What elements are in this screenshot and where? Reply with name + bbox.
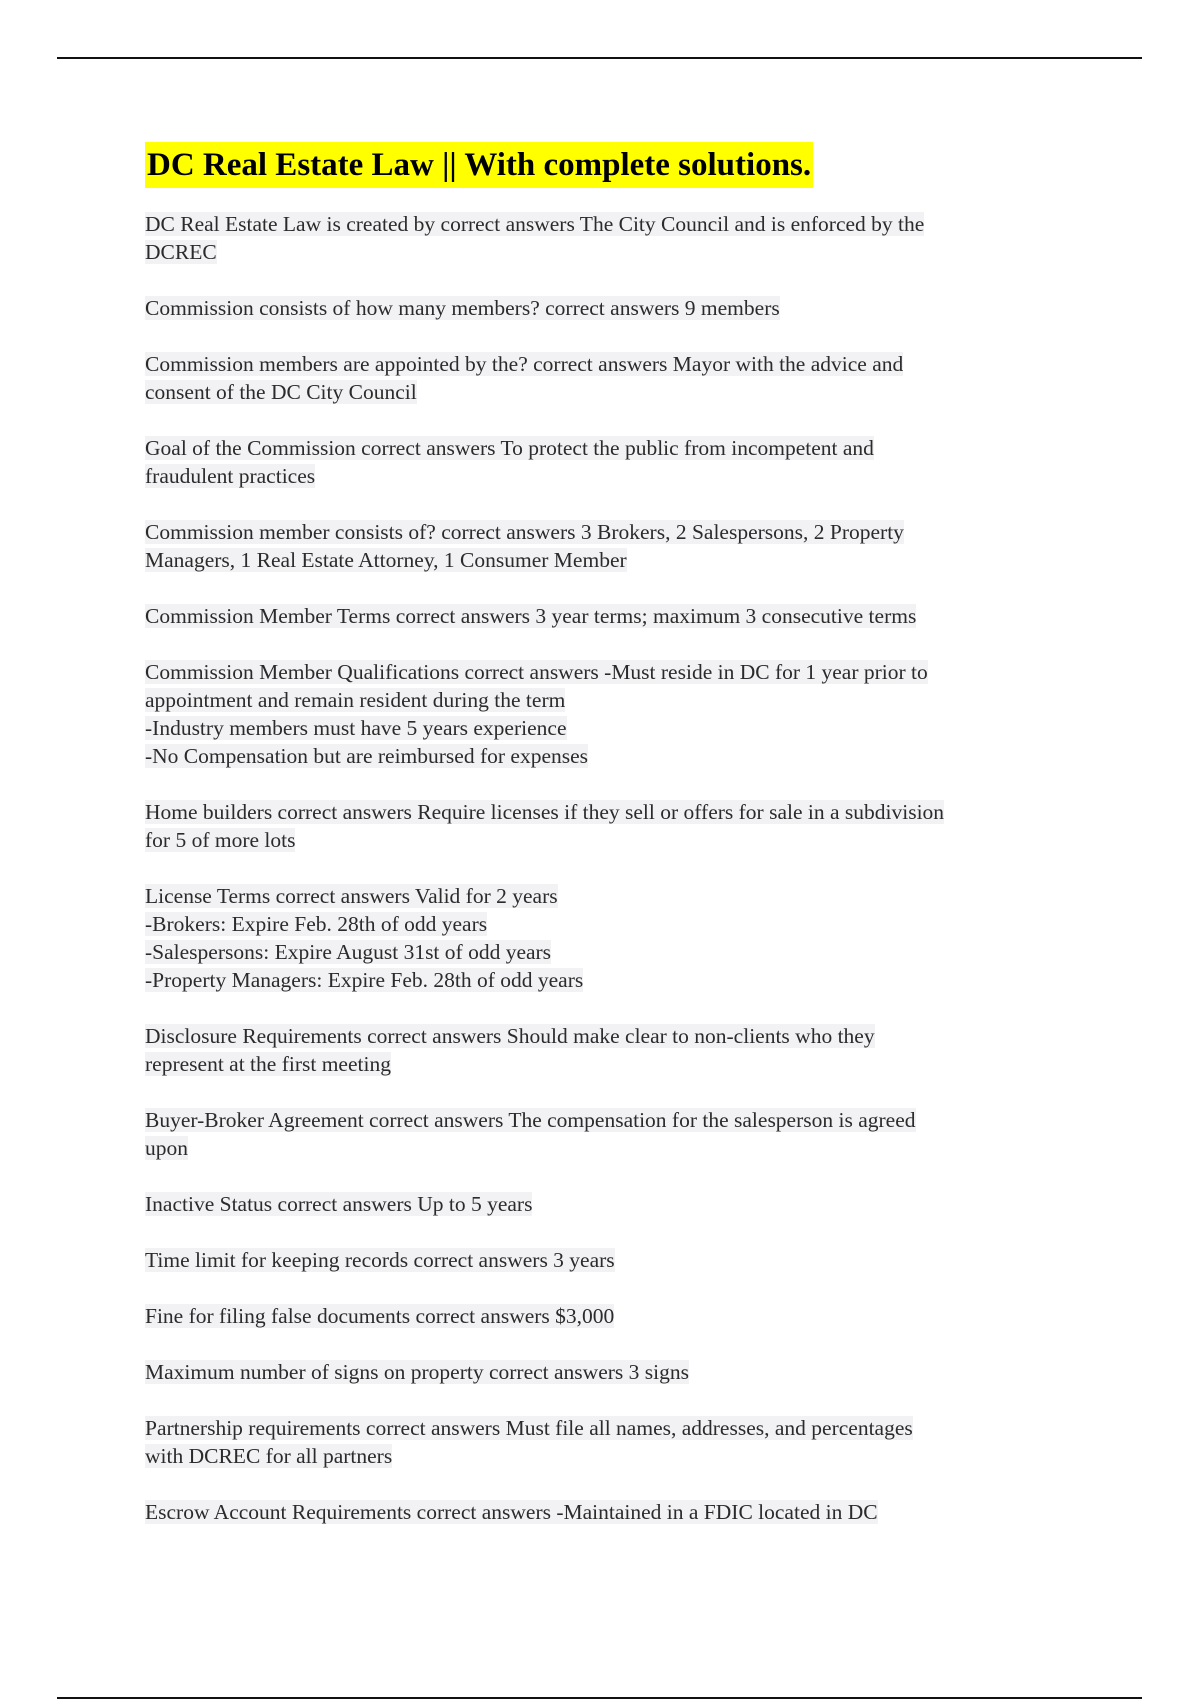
qa-line-text: License Terms correct answers Valid for 2 years (145, 884, 558, 908)
qa-line (145, 938, 1065, 966)
qa-line (145, 742, 1065, 770)
qa-line (145, 686, 1065, 714)
document-title: DC Real Estate Law || With complete solutions. (145, 142, 813, 188)
qa-line-text: Goal of the Commission correct answers To protect the public from incompetent and (145, 436, 874, 460)
qa-entry (145, 658, 1065, 770)
qa-line-text: upon (145, 1136, 188, 1160)
qa-line (145, 462, 1065, 490)
qa-line-text: DC Real Estate Law is created by correct answers The City Council and is enforced by the (145, 212, 925, 236)
qa-entry (145, 1358, 1065, 1386)
qa-line (145, 714, 1065, 742)
qa-line (145, 1442, 1065, 1470)
qa-entry (145, 882, 1065, 994)
qa-entry (145, 1414, 1065, 1470)
qa-line-text: Buyer-Broker Agreement correct answers The compensation for the salesperson is agreed (145, 1108, 916, 1132)
qa-line-text: with DCREC for all partners (145, 1444, 393, 1468)
qa-entry (145, 1302, 1065, 1330)
qa-entry (145, 294, 1065, 322)
qa-line (145, 378, 1065, 406)
qa-line-text: -Property Managers: Expire Feb. 28th of odd years (145, 968, 584, 992)
qa-line (145, 1302, 1065, 1330)
qa-entry (145, 1106, 1065, 1162)
bottom-rule (57, 1697, 1142, 1699)
qa-entry (145, 602, 1065, 630)
qa-line (145, 826, 1065, 854)
qa-line (145, 1358, 1065, 1386)
qa-line (145, 882, 1065, 910)
qa-line-text: Escrow Account Requirements correct answers -Maintained in a FDIC located in DC (145, 1500, 878, 1524)
qa-line-text: Commission Member Qualifications correct answers -Must reside in DC for 1 year prior to (145, 660, 928, 684)
qa-line-text: -Industry members must have 5 years experience (145, 716, 567, 740)
qa-entry (145, 210, 1065, 266)
qa-line-text: -No Compensation but are reimbursed for expenses (145, 744, 589, 768)
qa-line (145, 910, 1065, 938)
qa-line (145, 1134, 1065, 1162)
qa-line (145, 658, 1065, 686)
qa-line (145, 1022, 1065, 1050)
qa-line (145, 238, 1065, 266)
qa-line (145, 602, 1065, 630)
qa-line (145, 350, 1065, 378)
qa-line (145, 966, 1065, 994)
qa-line-text: represent at the first meeting (145, 1052, 391, 1076)
qa-line-text: Disclosure Requirements correct answers Should make clear to non-clients who they (145, 1024, 875, 1048)
qa-line-text: Fine for filing false documents correct answers $3,000 (145, 1304, 615, 1328)
qa-line-text: Commission consists of how many members? correct answers 9 members (145, 296, 780, 320)
qa-line-text: Commission member consists of? correct answers 3 Brokers, 2 Salespersons, 2 Property (145, 520, 904, 544)
qa-line (145, 1050, 1065, 1078)
qa-entry (145, 518, 1065, 574)
qa-entry (145, 1246, 1065, 1274)
qa-line-text: Commission Member Terms correct answers 3 year terms; maximum 3 consecutive terms (145, 604, 917, 628)
qa-line-text: Commission members are appointed by the? correct answers Mayor with the advice and (145, 352, 904, 376)
qa-line-text: -Salespersons: Expire August 31st of odd years (145, 940, 552, 964)
document-body (145, 142, 1065, 1554)
qa-entry (145, 1190, 1065, 1218)
qa-line (145, 1246, 1065, 1274)
qa-line-text: for 5 of more lots (145, 828, 296, 852)
qa-line (145, 518, 1065, 546)
qa-entry (145, 1498, 1065, 1526)
qa-line (145, 546, 1065, 574)
qa-line (145, 1106, 1065, 1134)
qa-line-text: DCREC (145, 240, 217, 264)
qa-line-text: Time limit for keeping records correct answers 3 years (145, 1248, 615, 1272)
qa-line-text: Partnership requirements correct answers Must file all names, addresses, and percentages (145, 1416, 913, 1440)
qa-line-text: Home builders correct answers Require licenses if they sell or offers for sale in a subdivision (145, 800, 945, 824)
qa-line (145, 210, 1065, 238)
qa-entry (145, 798, 1065, 854)
qa-line-text: fraudulent practices (145, 464, 316, 488)
qa-line (145, 798, 1065, 826)
qa-list (145, 210, 1065, 1526)
qa-line-text: consent of the DC City Council (145, 380, 417, 404)
qa-line (145, 1414, 1065, 1442)
qa-entry (145, 1022, 1065, 1078)
qa-line (145, 294, 1065, 322)
qa-line (145, 1498, 1065, 1526)
qa-line-text: Managers, 1 Real Estate Attorney, 1 Consumer Member (145, 548, 627, 572)
qa-line-text: Maximum number of signs on property correct answers 3 signs (145, 1360, 689, 1384)
qa-entry (145, 350, 1065, 406)
qa-line (145, 1190, 1065, 1218)
top-rule (57, 57, 1142, 59)
qa-line (145, 434, 1065, 462)
qa-entry (145, 434, 1065, 490)
qa-line-text: -Brokers: Expire Feb. 28th of odd years (145, 912, 488, 936)
qa-line-text: Inactive Status correct answers Up to 5 years (145, 1192, 533, 1216)
qa-line-text: appointment and remain resident during the term (145, 688, 566, 712)
